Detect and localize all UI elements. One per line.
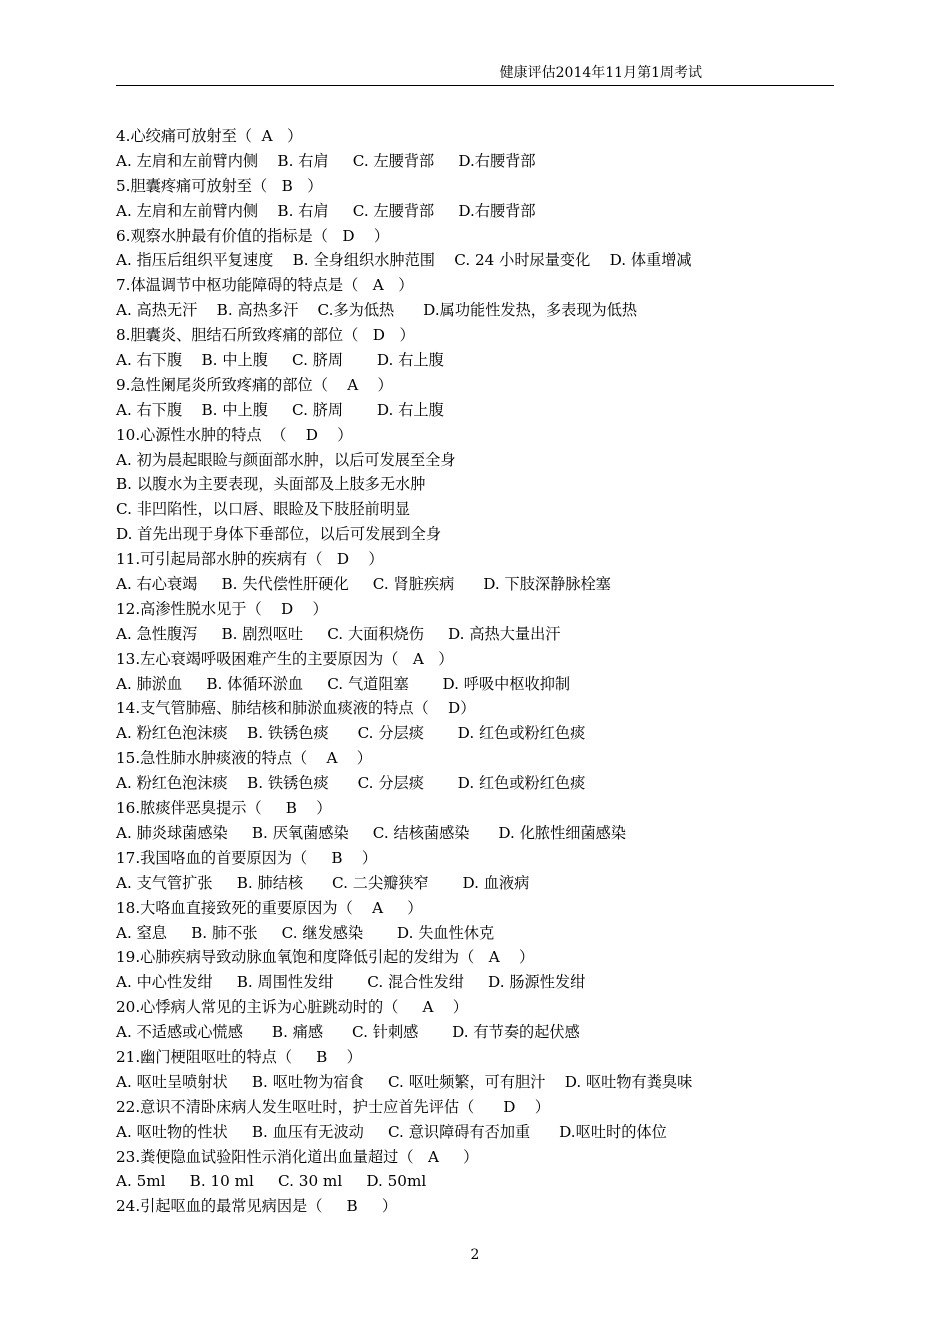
page-header-title: 健康评估2014年11月第1周考试 xyxy=(499,65,702,81)
question-line: 14.支气管肺癌、肺结核和肺淤血痰液的特点（ D） xyxy=(116,699,476,718)
answer-options-line: A. 肺炎球菌感染 B. 厌氧菌感染 C. 结核菌感染 D. 化脓性细菌感染 xyxy=(116,823,627,842)
question-line: 7.体温调节中枢功能障碍的特点是（ A ） xyxy=(116,276,414,295)
answer-options-line: A. 急性腹泻 B. 剧烈呕吐 C. 大面积烧伤 D. 高热大量出汗 xyxy=(116,624,561,643)
answer-options-line: A. 右心衰竭 B. 失代偿性肝硬化 C. 肾脏疾病 D. 下肢深静脉栓塞 xyxy=(116,575,611,594)
answer-options-line: A. 粉红色泡沫痰 B. 铁锈色痰 C. 分层痰 D. 红色或粉红色痰 xyxy=(116,724,586,743)
question-line: 6.观察水肿最有价值的指标是（ D ） xyxy=(116,226,390,245)
question-line: 18.大咯血直接致死的重要原因为（ A ） xyxy=(116,898,423,917)
answer-options-line: A. 右下腹 B. 中上腹 C. 脐周 D. 右上腹 xyxy=(116,351,444,370)
answer-options-line: A. 初为晨起眼睑与颜面部水肿，以后可发展至全身 xyxy=(116,450,456,469)
answer-options-line: A. 窒息 B. 肺不张 C. 继发感染 D. 失血性休克 xyxy=(116,923,495,942)
question-line: 23.粪便隐血试验阳性示消化道出血量超过（ A ） xyxy=(116,1147,479,1166)
answer-options-line: A. 肺淤血 B. 体循环淤血 C. 气道阻塞 D. 呼吸中枢收抑制 xyxy=(116,674,571,693)
answer-options-line: A. 指压后组织平复速度 B. 全身组织水肿范围 C. 24 小时尿量变化 D. 体重增减 xyxy=(116,251,692,270)
answer-options-line: A. 右下腹 B. 中上腹 C. 脐周 D. 右上腹 xyxy=(116,400,444,419)
question-line: 9.急性阑尾炎所致疼痛的部位（ A ） xyxy=(116,375,393,394)
answer-options-line: A. 呕吐呈喷射状 B. 呕吐物为宿食 C. 呕吐频繁，可有胆汁 D. 呕吐物有粪臭味 xyxy=(116,1072,693,1091)
question-line: 22.意识不清卧床病人发生呕吐时，护士应首先评估（ D ） xyxy=(116,1097,550,1116)
question-line: 12.高渗性脱水见于（ D ） xyxy=(116,599,328,618)
header-divider xyxy=(116,85,834,86)
question-list xyxy=(116,124,836,1219)
question-line: 4.心绞痛可放射至（ A ） xyxy=(116,127,303,145)
answer-options-line: A. 5ml B. 10 ml C. 30 ml D. 50ml xyxy=(116,1172,427,1191)
answer-options-line: D. 首先出现于身体下垂部位，以后可发展到全身 xyxy=(116,525,442,544)
question-line: 21.幽门梗阻呕吐的特点（ B ） xyxy=(116,1047,362,1066)
question-line: 8.胆囊炎、胆结石所致疼痛的部位（ D ） xyxy=(116,326,415,345)
question-line: 20.心悸病人常见的主诉为心脏跳动时的（ A ） xyxy=(116,998,468,1017)
question-line: 19.心肺疾病导致动脉血氧饱和度降低引起的发绀为（ A ） xyxy=(116,948,535,967)
answer-options-line: A. 高热无汗 B. 高热多汗 C.多为低热 D.属功能性发热，多表现为低热 xyxy=(116,301,638,320)
question-line: 16.脓痰伴恶臭提示（ B ） xyxy=(116,799,332,818)
answer-options-line: C. 非凹陷性，以口唇、眼睑及下肢胫前明显 xyxy=(116,500,411,519)
page-number: 2 xyxy=(470,1247,480,1263)
question-line: 13.左心衰竭呼吸困难产生的主要原因为（ A ） xyxy=(116,649,454,668)
question-line: 10.心源性水肿的特点 （ D ） xyxy=(116,425,353,444)
answer-options-line: A. 左肩和左前臂内侧 B. 右肩 C. 左腰背部 D.右腰背部 xyxy=(116,201,536,220)
answer-options-line: A. 呕吐物的性状 B. 血压有无波动 C. 意识障碍有否加重 D.呕吐时的体位 xyxy=(116,1122,667,1141)
answer-options-line: A. 粉红色泡沫痰 B. 铁锈色痰 C. 分层痰 D. 红色或粉红色痰 xyxy=(116,774,586,793)
question-line: 15.急性肺水肿痰液的特点（ A ） xyxy=(116,749,372,768)
answer-options-line: A. 支气管扩张 B. 肺结核 C. 二尖瓣狭窄 D. 血液病 xyxy=(116,873,530,892)
answer-options-line: A. 不适感或心慌感 B. 痛感 C. 针刺感 D. 有节奏的起伏感 xyxy=(116,1023,580,1042)
question-line: 11.可引起局部水肿的疾病有（ D ） xyxy=(116,550,384,569)
question-line: 17.我国咯血的首要原因为（ B ） xyxy=(116,848,378,867)
answer-options-line: A. 左肩和左前臂内侧 B. 右肩 C. 左腰背部 D.右腰背部 xyxy=(116,151,536,170)
answer-options-line: A. 中心性发绀 B. 周围性发绀 C. 混合性发绀 D. 肠源性发绀 xyxy=(116,973,586,992)
answer-options-line: B. 以腹水为主要表现，头面部及上肢多无水肿 xyxy=(116,475,426,494)
question-line: 5.胆囊疼痛可放射至（ B ） xyxy=(116,176,323,195)
question-line: 24.引起呕血的最常见病因是（ B ） xyxy=(116,1197,398,1216)
